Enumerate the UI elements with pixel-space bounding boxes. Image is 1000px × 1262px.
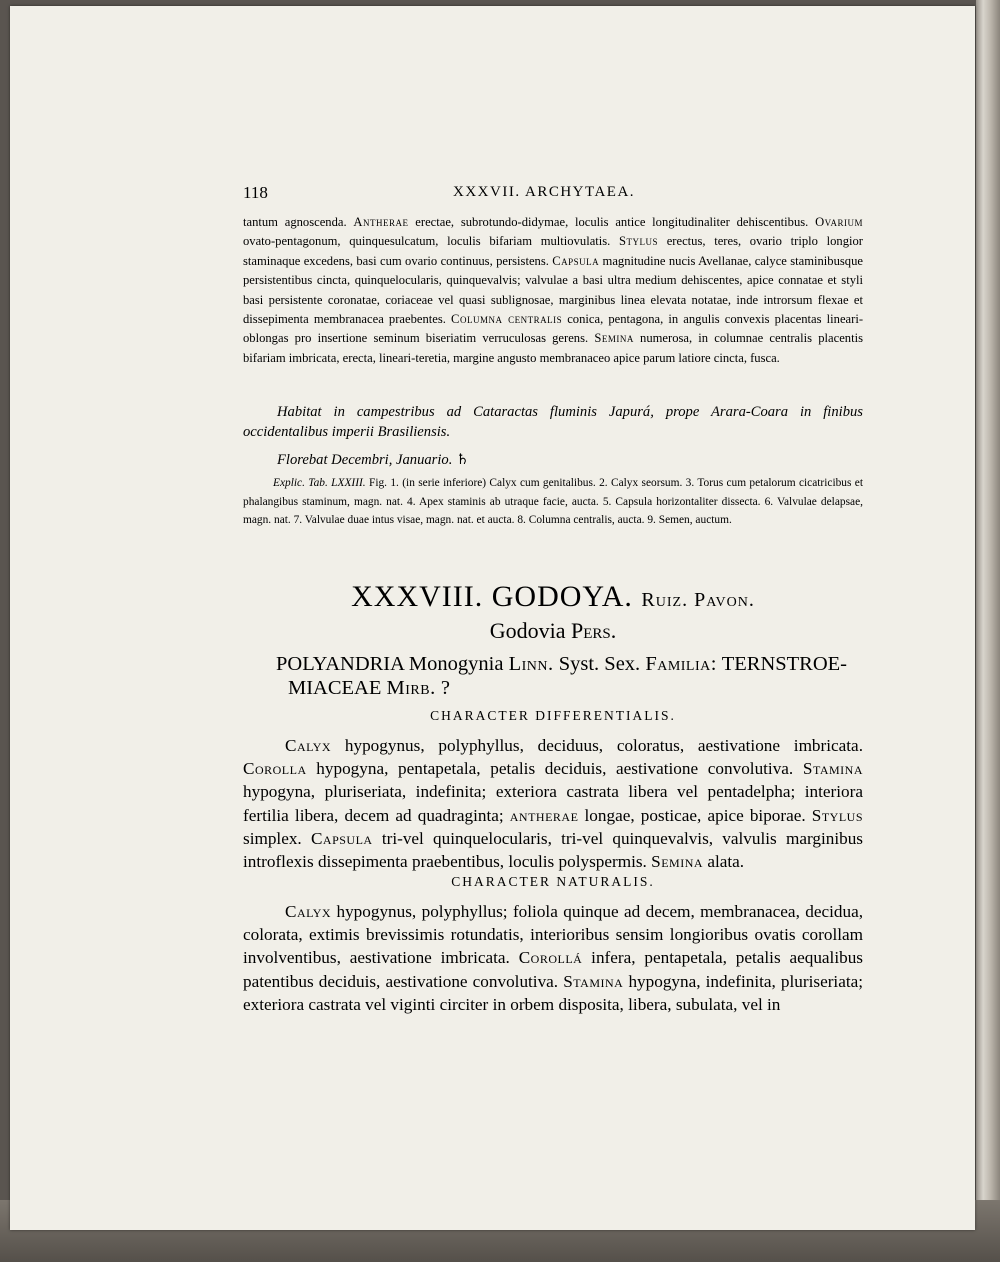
italic-term: Explic. Tab. LXXIII. — [273, 477, 366, 489]
small-caps-term: Stamina — [563, 971, 624, 991]
classification-line — [276, 652, 851, 700]
small-caps-term: Semina — [594, 331, 634, 346]
naturalis-paragraph: Calyx hypogynus, polyphyllus; foliola quinque ad decem, membranacea, decidua, colorata, extimis brevissimis rotundatis, interioribus sensim longioribus ovatis corollam involventibus, aestivatione imbricata. Corollá infera, pentapetala, petalis aequalibus patentibus deciduis, aestivatione convolutiva. Stamina hypogyna, indefinita, pluriseriata; exteriora castrata vel viginti circiter in orbem disposita, libera, subulata, vel in — [243, 902, 864, 1014]
classification-continuation: MIACEAE Mirb. ? — [288, 677, 450, 699]
section-heading-differentialis: CHARACTER DIFFERENTIALIS. — [430, 708, 676, 723]
small-caps-term: Capsula — [310, 828, 373, 848]
small-caps-term: Corolla — [243, 759, 307, 779]
small-caps-term: Columna centralis — [451, 312, 563, 327]
small-caps-term: Familia: — [645, 653, 717, 675]
small-caps-term: Linn. — [508, 653, 554, 675]
small-caps-term: Stylus — [811, 805, 864, 825]
habitat-paragraph: Habitat in campestribus ad Cataractas fluminis Japurá, prope Arara-Coara in finibus occidentalibus imperii Brasiliensis. — [243, 404, 863, 440]
genus-description-paragraph: tantum agnoscenda. Antherae erectae, subrotundo-didymae, loculis antice longitudinaliter dehiscentibus. Ovarium ovato-pentagonum, quinquesulcatum, loculis bifariam multiovulatis. Stylus erectus, teres, ovario triplo longior staminaque excedens, basi cum ovario continuus, persistens. Capsula magnitudine nucis Avellanae, calyce staminibusque persistentibus cincta, quinquelocularis, quinquevalvis; valvulae a basi ultra medium dehiscentes, apice connatae et styli basi persistente coronatae, coriaceae vel quasi sublignosae, marginibus linea elevata notatae, inde introrsum flexae et dissepimenta membranacea praebentes. Columna centralis conica, pentagona, in angulis convexis placentas lineari-oblongas pro insertione seminum biseriatim verruculosas gerens. Semina numerosa, in columnae centralis placentis bifariam imbricata, erecta, lineari-teretia, margine angusto membranaceo apice parum latiore cincta, fusca. — [243, 215, 864, 365]
small-caps-term: Semina — [651, 852, 704, 872]
classification-text: POLYANDRIA Monogynia Linn. Syst. Sex. Familia: TERNSTROE- — [276, 653, 847, 675]
synonym-author: Pers. — [571, 618, 617, 643]
differentialis-paragraph: Calyx hypogynus, polyphyllus, deciduus, coloratus, aestivatione imbricata. Corolla hypogyna, pentapetala, petalis deciduis, aestivatione convolutiva. Stamina hypogyna, pluriseriata, indefinita; exteriora castrata libera vel pentadelpha; interiora fertilia libera, decem ad quadraginta; antherae longae, posticae, apice biporae. Stylus simplex. Capsula tri-vel quinquelocularis, tri-vel quinquevalvis, valvulis marginibus introflexis dissepimenta praebentibus, loculis polyspermis. Semina alata. — [243, 736, 864, 872]
small-caps-term: Stylus — [619, 234, 659, 249]
flowering-paragraph: Florebat Decembri, Januario. ♄ — [277, 452, 470, 468]
page-header — [243, 183, 863, 205]
small-caps-term: Antherae — [353, 215, 409, 229]
genus-authors: Ruiz. Pavon. — [641, 589, 755, 611]
section-heading-naturalis: CHARACTER NATURALIS. — [451, 874, 655, 889]
synonym-name: Godovia — [489, 618, 566, 643]
genus-heading — [243, 580, 863, 614]
running-title: XXXVII. ARCHYTAEA. — [453, 184, 636, 200]
small-caps-term: Corollá — [518, 948, 583, 968]
synonym-line — [243, 618, 863, 644]
small-caps-term: Capsula — [552, 253, 600, 268]
small-caps-term: Mirb. — [386, 677, 436, 699]
small-caps-term: antherae — [509, 805, 579, 825]
page-number: 118 — [243, 183, 268, 202]
small-caps-term: Calyx — [285, 736, 332, 755]
small-caps-term: Ovarium — [815, 215, 864, 229]
adjacent-page-edge — [976, 0, 1000, 1262]
plate-explanation-paragraph: Explic. Tab. LXXIII. Fig. 1. (in serie inferiore) Calyx cum genitalibus. 2. Calyx seorsum. 3. Torus cum petalorum cicatricibus et phalangibus staminum, magn. nat. 4. Apex staminis ab utraque facie, aucta. 5. Capsula horizontaliter dissecta. 6. Valvulae delapsae, magn. nat. 7. Valvulae duae intus visae, magn. nat. et aucta. 8. Columna centralis, aucta. 9. Semen, auctum. — [243, 477, 863, 526]
small-caps-term: Calyx — [285, 902, 332, 921]
genus-name: XXXVIII. GODOYA. — [351, 580, 633, 613]
small-caps-term: Stamina — [802, 759, 863, 779]
